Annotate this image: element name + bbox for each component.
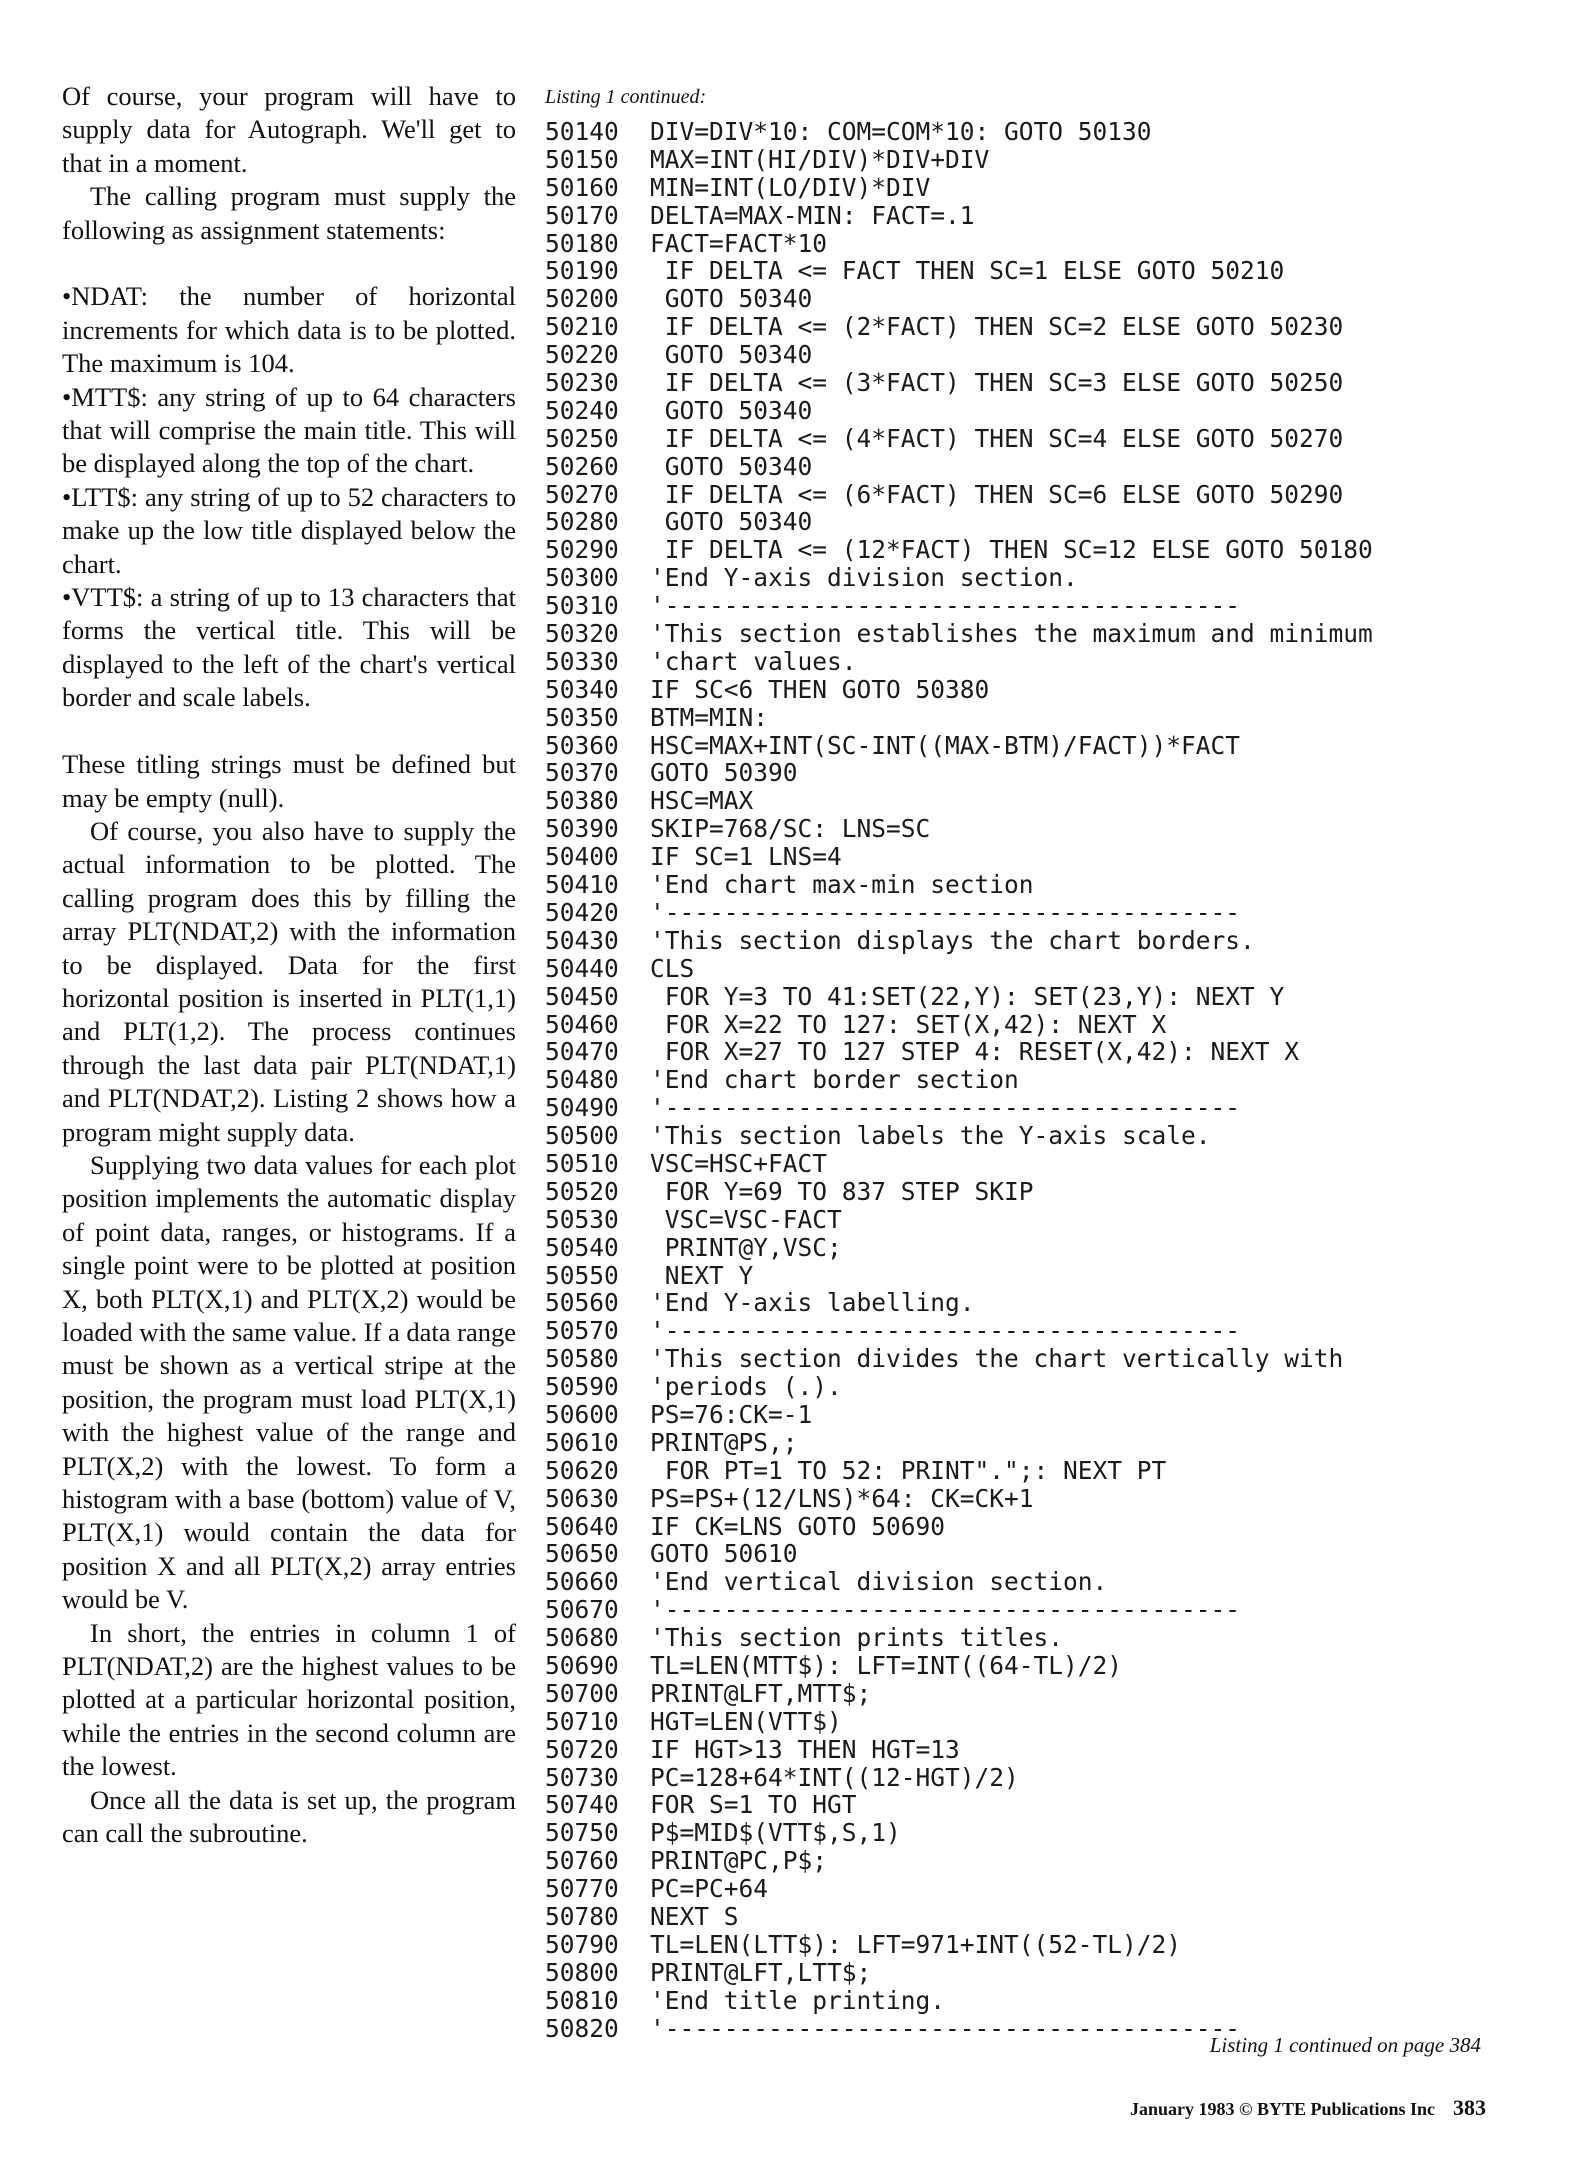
code-line [545,1959,1545,1987]
line-number: 50720 [545,1734,619,1764]
line-number: 50200 [545,284,619,314]
code-text: 'End title printing. [650,1985,946,2015]
code-text: P$=MID$(VTT$,S,1) [650,1818,901,1848]
line-number: 50210 [545,312,619,342]
line-number: 50600 [545,1399,619,1429]
code-line [545,704,1545,732]
code-text: 'End vertical division section. [650,1567,1108,1597]
line-number: 50820 [545,2013,619,2043]
code-line [545,1373,1545,1401]
code-line [545,592,1545,620]
code-text: FOR X=22 TO 127: SET(X,42): NEXT X [650,1009,1167,1039]
line-number: 50250 [545,423,619,453]
code-line [545,787,1545,815]
code-line [545,1094,1545,1122]
code-text: MAX=INT(HI/DIV)*DIV+DIV [650,144,990,174]
line-number: 50310 [545,591,619,621]
code-text: PRINT@Y,VSC; [650,1232,842,1262]
line-number: 50750 [545,1818,619,1848]
code-line [545,118,1545,146]
code-line [545,676,1545,704]
body-paragraph: Once all the data is set up, the program can call the subroutine. [62,1784,516,1849]
body-paragraph: In short, the entries in column 1 of PLT(NDAT,2) are the highest values to be plotted at a particular horizontal position, while the entries in the second column are the lowest. [62,1617,516,1782]
code-text: PS=PS+(12/LNS)*64: CK=CK+1 [650,1483,1034,1513]
code-text: PRINT@LFT,MTT$; [650,1678,872,1708]
paragraph-gap [62,247,516,280]
line-number: 50620 [545,1455,619,1485]
code-text: FOR S=1 TO HGT [650,1790,857,1820]
code-line [545,815,1545,843]
code-text: NEXT Y [650,1260,754,1290]
code-text: GOTO 50340 [650,451,813,481]
line-number: 50530 [545,1204,619,1234]
code-text: GOTO 50340 [650,507,813,537]
code-line [545,1234,1545,1262]
code-line [545,1764,1545,1792]
code-text: BTM=MIN: [650,702,769,732]
code-text: NEXT S [650,1902,739,1931]
code-line [545,1289,1545,1317]
code-text: 'End chart max-min section [650,870,1034,900]
code-text: PC=PC+64 [650,1874,769,1904]
body-paragraph: •MTT$: any string of up to 64 characters that will comprise the main title. This will be displayed along the top of the chart. [62,381,516,479]
code-text: GOTO 50340 [650,340,813,370]
page-footer [1130,2095,1486,2121]
code-text: IF SC<6 THEN GOTO 50380 [650,674,990,704]
line-number: 50220 [545,340,619,370]
code-text: GOTO 50340 [650,284,813,314]
line-number: 50540 [545,1232,619,1262]
code-line [545,481,1545,509]
code-line [545,759,1545,787]
code-line [545,1624,1545,1652]
line-number: 50580 [545,1344,619,1374]
body-paragraph: Supplying two data values for each plot position implements the automatic display of point data, ranges, or histograms. If a single point were to be plotted at position X, both PLT(X,1) and PLT(X,2) would be loaded with the same value. If a data range must be shown as a vertical stripe at the position, the program must load PLT(X,1) with the highest value of the range and PLT(X,2) with the lowest. To form a histogram with a base (bottom) value of V, PLT(X,1) would contain the data for position X and all PLT(X,2) array entries would be V. [62,1149,516,1615]
line-number: 50760 [545,1846,619,1876]
page-number: 383 [1453,2095,1486,2120]
line-number: 50180 [545,228,619,258]
line-number: 50680 [545,1623,619,1653]
code-text: '--------------------------------------- [650,897,1241,927]
code-line [545,871,1545,899]
code-listing [545,118,1545,2042]
line-number: 50170 [545,200,619,230]
code-text: GOTO 50610 [650,1539,798,1569]
code-line [545,1680,1545,1708]
line-number: 50490 [545,1093,619,1123]
code-line [545,927,1545,955]
line-number: 50700 [545,1678,619,1708]
code-line [545,1568,1545,1596]
body-paragraph: Of course, your program will have to supply data for Autograph. We'll get to that in a moment. [62,81,516,178]
code-text: CLS [650,953,695,983]
code-line [545,1708,1545,1736]
code-text: 'End Y-axis division section. [650,563,1078,593]
code-line [545,620,1545,648]
line-number: 50350 [545,702,619,732]
code-line [545,230,1545,258]
line-number: 50330 [545,646,619,676]
code-line [545,1903,1545,1931]
code-text: '--------------------------------------- [650,1316,1241,1346]
code-line [545,1206,1545,1234]
code-text: IF HGT>13 THEN HGT=13 [650,1734,960,1764]
code-line [545,1847,1545,1875]
code-text: '--------------------------------------- [650,1093,1241,1123]
code-line [545,564,1545,592]
code-text: FOR X=27 TO 127 STEP 4: RESET(X,42): NEXT X [650,1037,1300,1067]
code-line [545,1987,1545,2015]
line-number: 50670 [545,1595,619,1625]
code-line [545,732,1545,760]
code-line [545,843,1545,871]
code-text: FOR Y=3 TO 41:SET(22,Y): SET(23,Y): NEXT Y [650,981,1285,1011]
code-text: FOR Y=69 TO 837 STEP SKIP [650,1176,1034,1206]
body-paragraph: These titling strings must be defined but may be empty (null). [62,749,516,813]
line-number: 50690 [545,1650,619,1680]
code-line [545,1038,1545,1066]
line-number: 50660 [545,1567,619,1597]
line-number: 50570 [545,1316,619,1346]
code-text: PRINT@PS,; [650,1427,798,1457]
code-text: IF DELTA <= (4*FACT) THEN SC=4 ELSE GOTO 50270 [650,423,1344,453]
line-number: 50610 [545,1427,619,1457]
code-line [545,955,1545,983]
line-number: 50270 [545,479,619,509]
code-line [545,285,1545,313]
line-number: 50500 [545,1121,619,1151]
code-text: '--------------------------------------- [650,2013,1241,2043]
code-line [545,1317,1545,1345]
line-number: 50440 [545,953,619,983]
code-text: VSC=HSC+FACT [650,1148,828,1178]
code-line [545,1596,1545,1624]
line-number: 50780 [545,1902,619,1931]
code-line [545,1931,1545,1959]
body-paragraph: •VTT$: a string of up to 13 characters that forms the vertical title. This will be displayed to the left of the chart's vertical border and scale labels. [62,582,516,713]
line-number: 50150 [545,144,619,174]
line-number: 50460 [545,1009,619,1039]
code-text: IF DELTA <= (12*FACT) THEN SC=12 ELSE GOTO 50180 [650,535,1373,565]
listing-caption: Listing 1 continued: [545,86,707,108]
code-text: HSC=MAX [650,786,754,816]
line-number: 50650 [545,1539,619,1569]
code-line [545,1262,1545,1290]
line-number: 50380 [545,786,619,816]
code-line [545,146,1545,174]
code-line [545,1513,1545,1541]
code-text: 'This section prints titles. [650,1623,1064,1653]
code-line [545,1066,1545,1094]
body-paragraph: The calling program must supply the following as assignment statements: [62,181,516,245]
code-line [545,1652,1545,1680]
code-text: GOTO 50390 [650,758,798,788]
code-line [545,1178,1545,1206]
code-text: HSC=MAX+INT(SC-INT((MAX-BTM)/FACT))*FACT [650,730,1241,760]
code-line [545,1122,1545,1150]
code-text: '--------------------------------------- [650,1595,1241,1625]
code-text: 'periods (.). [650,1372,842,1402]
code-line [545,1457,1545,1485]
line-number: 50740 [545,1790,619,1820]
code-line [545,1150,1545,1178]
line-number: 50400 [545,842,619,872]
code-line [545,1540,1545,1568]
body-paragraph: •LTT$: any string of up to 52 characters to make up the low title displayed below the chart. [62,481,516,579]
line-number: 50430 [545,925,619,955]
code-line [545,257,1545,285]
code-text: FACT=FACT*10 [650,228,828,258]
code-text: TL=LEN(LTT$): LFT=971+INT((52-TL)/2) [650,1929,1182,1959]
code-text: 'This section labels the Y-axis scale. [650,1121,1211,1151]
code-line [545,508,1545,536]
code-text: VSC=VSC-FACT [650,1204,842,1234]
line-number: 50420 [545,897,619,927]
code-line [545,369,1545,397]
code-line [545,341,1545,369]
body-paragraph: •NDAT: the number of horizontal increments for which data is to be plotted. The maximum is 104. [62,281,516,379]
code-text: PRINT@LFT,LTT$; [650,1957,872,1987]
line-number: 50340 [545,674,619,704]
line-number: 50360 [545,730,619,760]
line-number: 50260 [545,451,619,481]
code-text: 'chart values. [650,646,857,676]
line-number: 50810 [545,1985,619,2015]
code-text: IF CK=LNS GOTO 50690 [650,1511,946,1541]
code-text: IF DELTA <= (2*FACT) THEN SC=2 ELSE GOTO 50230 [650,312,1344,342]
code-line [545,983,1545,1011]
line-number: 50590 [545,1372,619,1402]
code-text: DIV=DIV*10: COM=COM*10: GOTO 50130 [650,117,1152,146]
code-text: 'This section establishes the maximum and minimum [650,619,1373,649]
line-number: 50370 [545,758,619,788]
code-line [545,648,1545,676]
line-number: 50230 [545,368,619,398]
line-number: 50770 [545,1874,619,1904]
code-text: PS=76:CK=-1 [650,1399,813,1429]
line-number: 50140 [545,117,619,146]
code-text: IF DELTA <= (3*FACT) THEN SC=3 ELSE GOTO 50250 [650,368,1344,398]
line-number: 50450 [545,981,619,1011]
code-line [545,1401,1545,1429]
footer-credit: January 1983 © BYTE Publications Inc [1130,2099,1435,2119]
article-text-column [62,80,516,1851]
line-number: 50280 [545,507,619,537]
line-number: 50320 [545,619,619,649]
continued-note: Listing 1 continued on page 384 [1209,2033,1481,2057]
line-number: 50390 [545,814,619,844]
line-number: 50800 [545,1957,619,1987]
code-line [545,1429,1545,1457]
line-number: 50630 [545,1483,619,1513]
line-number: 50300 [545,563,619,593]
code-text: 'This section divides the chart vertically with [650,1344,1344,1374]
line-number: 50470 [545,1037,619,1067]
paragraph-gap [62,715,516,748]
code-text: IF DELTA <= (6*FACT) THEN SC=6 ELSE GOTO 50290 [650,479,1344,509]
code-text: IF DELTA <= FACT THEN SC=1 ELSE GOTO 50210 [650,256,1285,286]
code-text: SKIP=768/SC: LNS=SC [650,814,931,844]
code-text: IF SC=1 LNS=4 [650,842,842,872]
code-text: 'End Y-axis labelling. [650,1288,975,1318]
code-line [545,397,1545,425]
line-number: 50410 [545,870,619,900]
code-text: 'End chart border section [650,1065,1019,1095]
code-line [545,1819,1545,1847]
code-line [545,1791,1545,1819]
code-text: GOTO 50340 [650,395,813,425]
listing-column [545,84,1545,2042]
code-line [545,313,1545,341]
code-line [545,202,1545,230]
line-number: 50510 [545,1148,619,1178]
line-number: 50240 [545,395,619,425]
code-line [545,1011,1545,1039]
line-number: 50550 [545,1260,619,1290]
line-number: 50290 [545,535,619,565]
line-number: 50790 [545,1929,619,1959]
line-number: 50710 [545,1706,619,1736]
code-line [545,174,1545,202]
code-text: FOR PT=1 TO 52: PRINT".";: NEXT PT [650,1455,1167,1485]
code-text: PC=128+64*INT((12-HGT)/2) [650,1762,1019,1792]
body-paragraph: Of course, you also have to supply the actual information to be plotted. The calling program does this by filling the array PLT(NDAT,2) with the information to be displayed. Data for the first horizontal position is inserted in PLT(1,1) and PLT(1,2). The process continues through the last data pair PLT(NDAT,1) and PLT(NDAT,2). Listing 2 shows how a program might supply data. [62,815,516,1147]
code-text: DELTA=MAX-MIN: FACT=.1 [650,200,975,230]
code-text: 'This section displays the chart borders. [650,925,1255,955]
line-number: 50160 [545,172,619,202]
code-line [545,1345,1545,1373]
code-text: PRINT@PC,P$; [650,1846,828,1876]
line-number: 50560 [545,1288,619,1318]
code-line [545,536,1545,564]
code-text: TL=LEN(MTT$): LFT=INT((64-TL)/2) [650,1650,1123,1680]
line-number: 50640 [545,1511,619,1541]
code-line [545,425,1545,453]
line-number: 50480 [545,1065,619,1095]
code-line [545,899,1545,927]
code-text: HGT=LEN(VTT$) [650,1706,842,1736]
code-line [545,1875,1545,1903]
line-number: 50520 [545,1176,619,1206]
line-number: 50730 [545,1762,619,1792]
code-line [545,1736,1545,1764]
code-line [545,453,1545,481]
code-text: '--------------------------------------- [650,591,1241,621]
code-text: MIN=INT(LO/DIV)*DIV [650,172,931,202]
code-line [545,1485,1545,1513]
line-number: 50190 [545,256,619,286]
